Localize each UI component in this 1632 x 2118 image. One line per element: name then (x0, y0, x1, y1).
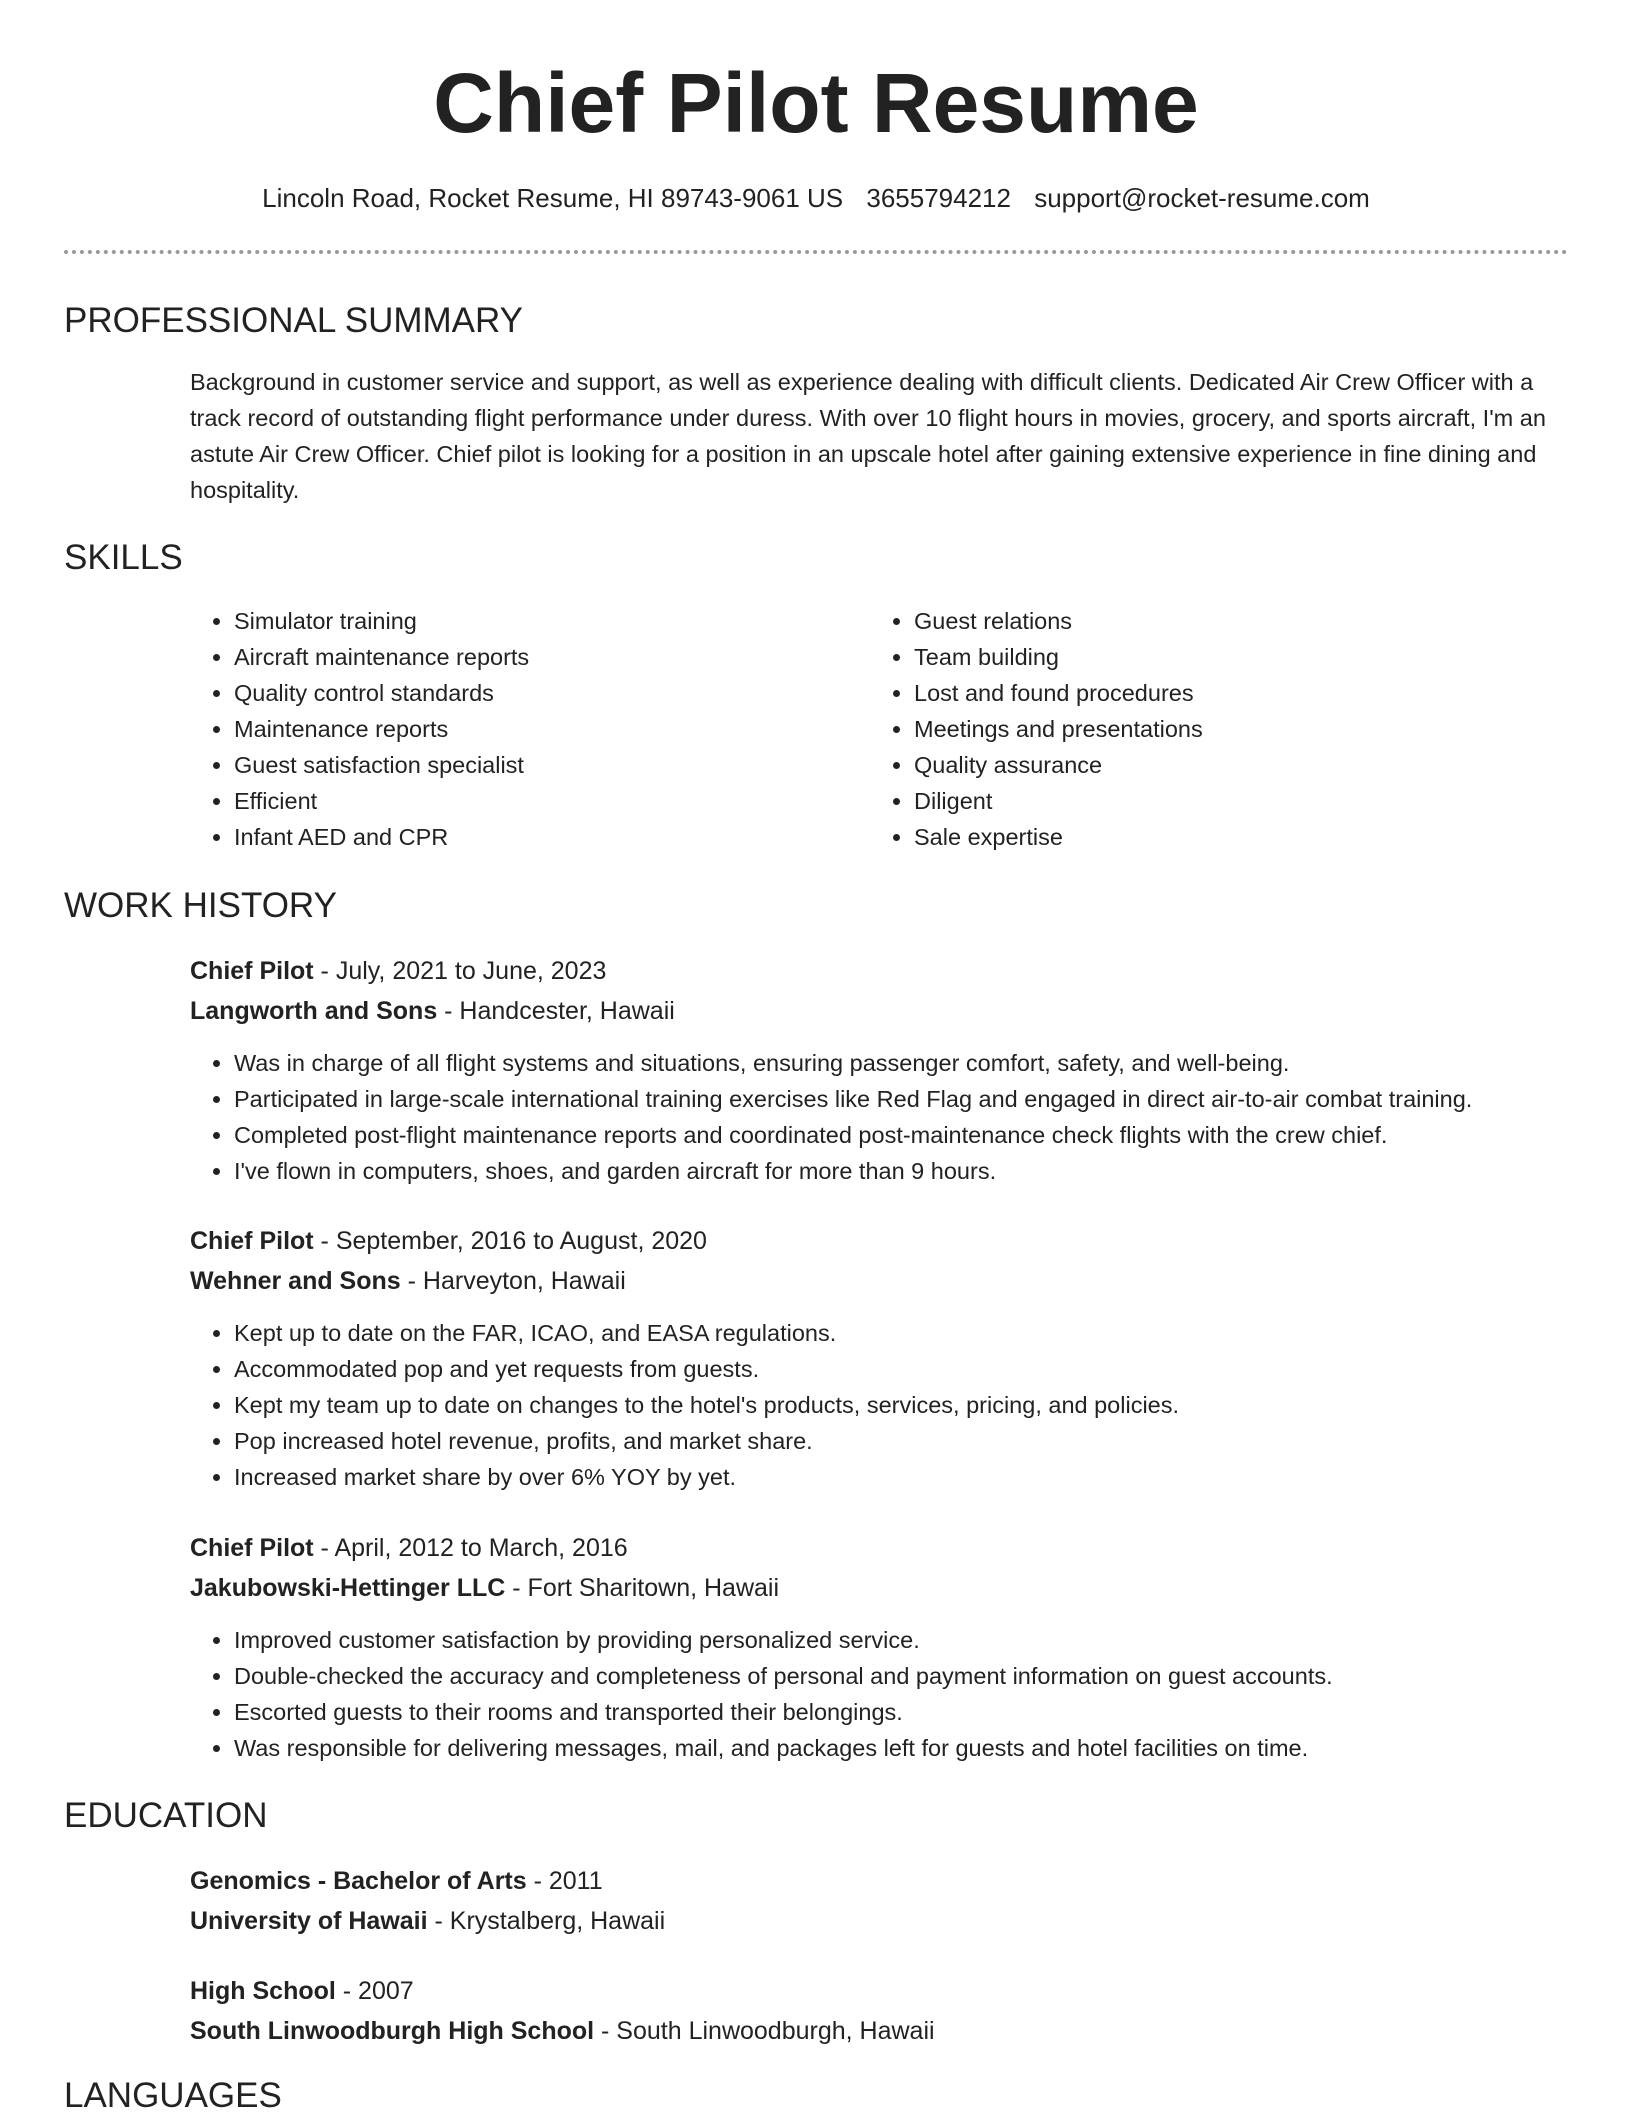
job-bullet: • Was in charge of all flight systems and situations, ensuring passenger comfort, safety, and well-being. (234, 1045, 1568, 1081)
skill-item: • Guest relations (914, 603, 1510, 639)
education-degree-line (190, 1971, 1568, 2011)
job-bullet: • Was responsible for delivering messages, mail, and packages left for guests and hotel facilities on time. (234, 1730, 1568, 1766)
skill-item: • Meetings and presentations (914, 711, 1510, 747)
job-bullets (190, 1045, 1568, 1189)
job-bullet: • Accommodated pop and yet requests from guests. (234, 1351, 1568, 1387)
skill-item: • Aircraft maintenance reports (234, 639, 830, 675)
job-dates: - July, 2021 to June, 2023 (313, 957, 607, 985)
education-school: South Linwoodburgh High School (190, 2017, 595, 2045)
summary-body (190, 364, 1568, 508)
job-location: - Fort Sharitown, Hawaii (505, 1574, 780, 1602)
job-bullet: • Completed post-flight maintenance reports and coordinated post-maintenance check flights with the crew chief. (234, 1117, 1568, 1153)
job-title-line (190, 1221, 1568, 1261)
skill-item: • Simulator training (234, 603, 830, 639)
resume-title: Chief Pilot Resume (433, 56, 1199, 150)
summary-heading: PROFESSIONAL SUMMARY (64, 301, 523, 340)
skills-column-right (870, 603, 1510, 855)
job-company: Jakubowski-Hettinger LLC (190, 1574, 506, 1602)
job-company-line (190, 991, 1568, 1031)
education-degree: Genomics - Bachelor of Arts (190, 1867, 527, 1895)
job-company: Langworth and Sons (190, 997, 438, 1025)
job-title: Chief Pilot (190, 957, 314, 985)
contact-address: Lincoln Road, Rocket Resume, HI 89743-9061 US (262, 183, 844, 213)
education-entry (190, 1861, 1568, 1941)
contact-line (64, 180, 1568, 216)
job-bullet: • Escorted guests to their rooms and transported their belongings. (234, 1694, 1568, 1730)
education-school-line (190, 1901, 1568, 1941)
job-entry (190, 1221, 1568, 1495)
education-school: University of Hawaii (190, 1907, 428, 1935)
work-history-heading: WORK HISTORY (64, 886, 337, 925)
skill-item: • Team building (914, 639, 1510, 675)
skill-item: • Quality control standards (234, 675, 830, 711)
education-location: - South Linwoodburgh, Hawaii (594, 2017, 935, 2045)
education-school-line (190, 2011, 1568, 2051)
job-company-line (190, 1568, 1568, 1608)
skills-list-left (190, 603, 830, 855)
job-dates: - April, 2012 to March, 2016 (313, 1534, 628, 1562)
languages-heading: LANGUAGES (64, 2076, 282, 2115)
education-heading: EDUCATION (64, 1796, 268, 1835)
job-title-line (190, 1528, 1568, 1568)
education-entry (190, 1971, 1568, 2051)
skill-item: • Lost and found procedures (914, 675, 1510, 711)
job-location: - Handcester, Hawaii (437, 997, 675, 1025)
job-entry (190, 1528, 1568, 1766)
education-year: - 2007 (335, 1977, 414, 2005)
job-bullets (190, 1315, 1568, 1495)
skill-item: • Infant AED and CPR (234, 819, 830, 855)
skills-list-right (870, 603, 1510, 855)
skill-item: • Guest satisfaction specialist (234, 747, 830, 783)
job-company: Wehner and Sons (190, 1267, 401, 1295)
skill-item: • Sale expertise (914, 819, 1510, 855)
job-dates: - September, 2016 to August, 2020 (313, 1227, 707, 1255)
job-bullet: • Kept up to date on the FAR, ICAO, and EASA regulations. (234, 1315, 1568, 1351)
job-company-line (190, 1261, 1568, 1301)
skill-item: • Maintenance reports (234, 711, 830, 747)
education-year: - 2011 (526, 1867, 603, 1895)
education-location: - Krystalberg, Hawaii (427, 1907, 666, 1935)
skills-column-left (190, 603, 830, 855)
summary-text: Background in customer service and support, as well as experience dealing with difficult clients. Dedicated Air Crew Officer with a track record of outstanding flight performance under duress. With over 10 flight hours in movies, grocery, and sports aircraft, I'm an astute Air Crew Officer. Chief pilot is looking for a position in an upscale hotel after gaining extensive experience in fine dining and hospitality. (190, 369, 1546, 503)
contact-phone: 3655794212 (866, 183, 1011, 213)
job-title: Chief Pilot (190, 1534, 314, 1562)
skill-item: • Diligent (914, 783, 1510, 819)
job-title: Chief Pilot (190, 1227, 314, 1255)
job-bullet: • Improved customer satisfaction by providing personalized service. (234, 1622, 1568, 1658)
job-location: - Harveyton, Hawaii (400, 1267, 626, 1295)
skill-item: • Quality assurance (914, 747, 1510, 783)
job-bullet: • Pop increased hotel revenue, profits, and market share. (234, 1423, 1568, 1459)
job-bullet: • Participated in large-scale international training exercises like Red Flag and engaged in direct air-to-air combat training. (234, 1081, 1568, 1117)
skill-item: • Efficient (234, 783, 830, 819)
job-title-line (190, 951, 1568, 991)
education-degree: High School (190, 1977, 336, 2005)
education-degree-line (190, 1861, 1568, 1901)
job-bullet: • Double-checked the accuracy and completeness of personal and payment information on guest accounts. (234, 1658, 1568, 1694)
job-bullet: • I've flown in computers, shoes, and garden aircraft for more than 9 hours. (234, 1153, 1568, 1189)
header-divider (64, 250, 1568, 254)
contact-email: support@rocket-resume.com (1034, 183, 1370, 213)
skills-heading: SKILLS (64, 538, 183, 577)
job-bullet: • Kept my team up to date on changes to the hotel's products, services, pricing, and policies. (234, 1387, 1568, 1423)
job-bullets (190, 1622, 1568, 1766)
job-entry (190, 951, 1568, 1189)
job-bullet: • Increased market share by over 6% YOY by yet. (234, 1459, 1568, 1495)
